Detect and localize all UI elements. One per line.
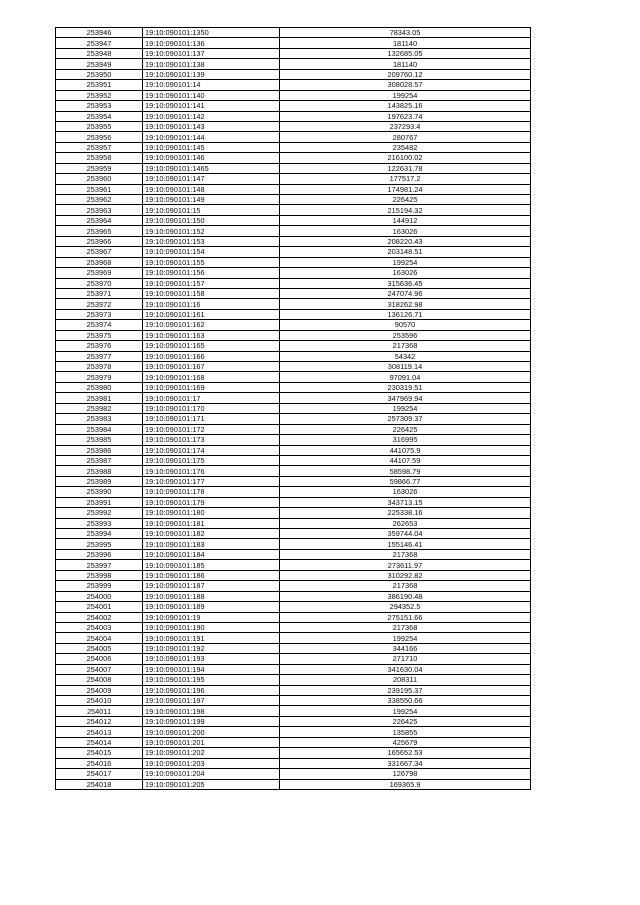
cadastral-value-cell: 239195.37 bbox=[280, 685, 531, 695]
cadastral-number-cell: 19:10:090101:168 bbox=[143, 372, 280, 382]
cadastral-number-cell: 19:10:090101:183 bbox=[143, 539, 280, 549]
cadastral-value-cell: 217368 bbox=[280, 622, 531, 632]
row-number-cell: 253953 bbox=[56, 101, 143, 111]
cadastral-number-cell: 19:10:090101:194 bbox=[143, 664, 280, 674]
cadastral-value-cell: 217368 bbox=[280, 581, 531, 591]
cadastral-value-cell: 273611.97 bbox=[280, 560, 531, 570]
cadastral-number-cell: 19:10:090101:198 bbox=[143, 706, 280, 716]
table-row bbox=[56, 330, 531, 340]
cadastral-value-cell: 331667.34 bbox=[280, 758, 531, 768]
table-row bbox=[56, 299, 531, 309]
cadastral-number-cell: 19:10:090101:161 bbox=[143, 309, 280, 319]
cadastral-value-cell: 177517.2 bbox=[280, 174, 531, 184]
row-number-cell: 254002 bbox=[56, 612, 143, 622]
cadastral-value-cell: 90570 bbox=[280, 320, 531, 330]
table-row bbox=[56, 455, 531, 465]
cadastral-number-cell: 19:10:090101:17 bbox=[143, 393, 280, 403]
cadastral-value-cell: 199254 bbox=[280, 633, 531, 643]
cadastral-value-cell: 343713.15 bbox=[280, 497, 531, 507]
cadastral-number-cell: 19:10:090101:148 bbox=[143, 184, 280, 194]
cadastral-number-cell: 19:10:090101:174 bbox=[143, 445, 280, 455]
cadastral-number-cell: 19:10:090101:153 bbox=[143, 236, 280, 246]
table-row bbox=[56, 351, 531, 361]
row-number-cell: 254007 bbox=[56, 664, 143, 674]
cadastral-number-cell: 19:10:090101:172 bbox=[143, 424, 280, 434]
table-row bbox=[56, 435, 531, 445]
cadastral-value-cell: 199254 bbox=[280, 403, 531, 413]
table-row bbox=[56, 59, 531, 69]
cadastral-number-cell: 19:10:090101:204 bbox=[143, 769, 280, 779]
table-row bbox=[56, 382, 531, 392]
row-number-cell: 253984 bbox=[56, 424, 143, 434]
table-row bbox=[56, 403, 531, 413]
cadastral-value-cell: 359744.04 bbox=[280, 529, 531, 539]
table-row bbox=[56, 560, 531, 570]
cadastral-number-cell: 19:10:090101:142 bbox=[143, 111, 280, 121]
row-number-cell: 253988 bbox=[56, 466, 143, 476]
table-row bbox=[56, 205, 531, 215]
table-row bbox=[56, 685, 531, 695]
cadastral-value-cell: 262653 bbox=[280, 518, 531, 528]
table-row bbox=[56, 268, 531, 278]
cadastral-value-cell: 308028.57 bbox=[280, 80, 531, 90]
row-number-cell: 253997 bbox=[56, 560, 143, 570]
cadastral-number-cell: 19:10:090101:192 bbox=[143, 643, 280, 653]
table-row bbox=[56, 121, 531, 131]
table-row bbox=[56, 581, 531, 591]
cadastral-number-cell: 19:10:090101:138 bbox=[143, 59, 280, 69]
row-number-cell: 253948 bbox=[56, 48, 143, 58]
cadastral-value-cell: 247074.96 bbox=[280, 288, 531, 298]
cadastral-value-cell: 163026 bbox=[280, 487, 531, 497]
cadastral-value-cell: 441075.9 bbox=[280, 445, 531, 455]
cadastral-number-cell: 19:10:090101:155 bbox=[143, 257, 280, 267]
cadastral-value-cell: 280767 bbox=[280, 132, 531, 142]
row-number-cell: 253961 bbox=[56, 184, 143, 194]
cadastral-number-cell: 19:10:090101:157 bbox=[143, 278, 280, 288]
cadastral-number-cell: 19:10:090101:179 bbox=[143, 497, 280, 507]
table-row bbox=[56, 247, 531, 257]
cadastral-number-cell: 19:10:090101:201 bbox=[143, 737, 280, 747]
table-row bbox=[56, 184, 531, 194]
row-number-cell: 254004 bbox=[56, 633, 143, 643]
cadastral-value-cell: 58598.79 bbox=[280, 466, 531, 476]
cadastral-value-cell: 386190.48 bbox=[280, 591, 531, 601]
table-row bbox=[56, 518, 531, 528]
row-number-cell: 253996 bbox=[56, 549, 143, 559]
table-row bbox=[56, 769, 531, 779]
row-number-cell: 253990 bbox=[56, 487, 143, 497]
table-row bbox=[56, 38, 531, 48]
table-body bbox=[56, 28, 531, 790]
table-row bbox=[56, 466, 531, 476]
row-number-cell: 254013 bbox=[56, 727, 143, 737]
cadastral-value-cell: 237293.4 bbox=[280, 121, 531, 131]
table-row bbox=[56, 362, 531, 372]
cadastral-number-cell: 19:10:090101:195 bbox=[143, 675, 280, 685]
cadastral-value-cell: 122631.78 bbox=[280, 163, 531, 173]
cadastral-number-cell: 19:10:090101:1465 bbox=[143, 163, 280, 173]
cadastral-number-cell: 19:10:090101:136 bbox=[143, 38, 280, 48]
cadastral-number-cell: 19:10:090101:152 bbox=[143, 226, 280, 236]
row-number-cell: 254006 bbox=[56, 654, 143, 664]
cadastral-value-cell: 316995 bbox=[280, 435, 531, 445]
cadastral-value-cell: 308119.14 bbox=[280, 362, 531, 372]
row-number-cell: 253969 bbox=[56, 268, 143, 278]
row-number-cell: 253950 bbox=[56, 69, 143, 79]
table-row bbox=[56, 132, 531, 142]
row-number-cell: 253994 bbox=[56, 529, 143, 539]
cadastral-value-cell: 226425 bbox=[280, 424, 531, 434]
table-row bbox=[56, 779, 531, 789]
row-number-cell: 253954 bbox=[56, 111, 143, 121]
row-number-cell: 254003 bbox=[56, 622, 143, 632]
cadastral-value-table bbox=[55, 27, 531, 790]
row-number-cell: 253987 bbox=[56, 455, 143, 465]
row-number-cell: 253971 bbox=[56, 288, 143, 298]
row-number-cell: 253995 bbox=[56, 539, 143, 549]
cadastral-value-cell: 155146.41 bbox=[280, 539, 531, 549]
cadastral-number-cell: 19:10:090101:188 bbox=[143, 591, 280, 601]
cadastral-number-cell: 19:10:090101:177 bbox=[143, 476, 280, 486]
table-row bbox=[56, 236, 531, 246]
cadastral-value-cell: 181140 bbox=[280, 38, 531, 48]
table-row bbox=[56, 476, 531, 486]
table-row bbox=[56, 288, 531, 298]
table-row bbox=[56, 341, 531, 351]
row-number-cell: 253946 bbox=[56, 28, 143, 38]
cadastral-value-cell: 310292.82 bbox=[280, 570, 531, 580]
table-row bbox=[56, 612, 531, 622]
cadastral-value-cell: 165652.53 bbox=[280, 748, 531, 758]
cadastral-number-cell: 19:10:090101:184 bbox=[143, 549, 280, 559]
table-row bbox=[56, 174, 531, 184]
table-row bbox=[56, 487, 531, 497]
row-number-cell: 253982 bbox=[56, 403, 143, 413]
row-number-cell: 253962 bbox=[56, 195, 143, 205]
row-number-cell: 253956 bbox=[56, 132, 143, 142]
cadastral-number-cell: 19:10:090101:191 bbox=[143, 633, 280, 643]
cadastral-number-cell: 19:10:090101:178 bbox=[143, 487, 280, 497]
cadastral-value-cell: 338550.66 bbox=[280, 696, 531, 706]
cadastral-value-cell: 59866.77 bbox=[280, 476, 531, 486]
row-number-cell: 253974 bbox=[56, 320, 143, 330]
cadastral-value-cell: 143825.16 bbox=[280, 101, 531, 111]
table-row bbox=[56, 163, 531, 173]
table-row bbox=[56, 445, 531, 455]
cadastral-value-cell: 257309.37 bbox=[280, 414, 531, 424]
row-number-cell: 254009 bbox=[56, 685, 143, 695]
row-number-cell: 253991 bbox=[56, 497, 143, 507]
table-row bbox=[56, 48, 531, 58]
cadastral-number-cell: 19:10:090101:154 bbox=[143, 247, 280, 257]
cadastral-value-cell: 199254 bbox=[280, 90, 531, 100]
cadastral-number-cell: 19:10:090101:16 bbox=[143, 299, 280, 309]
table-row bbox=[56, 675, 531, 685]
table-row bbox=[56, 101, 531, 111]
cadastral-number-cell: 19:10:090101:169 bbox=[143, 382, 280, 392]
table-row bbox=[56, 278, 531, 288]
row-number-cell: 253979 bbox=[56, 372, 143, 382]
row-number-cell: 253952 bbox=[56, 90, 143, 100]
cadastral-number-cell: 19:10:090101:176 bbox=[143, 466, 280, 476]
cadastral-value-cell: 318262.98 bbox=[280, 299, 531, 309]
row-number-cell: 253965 bbox=[56, 226, 143, 236]
row-number-cell: 253947 bbox=[56, 38, 143, 48]
cadastral-value-cell: 216100.02 bbox=[280, 153, 531, 163]
row-number-cell: 253983 bbox=[56, 414, 143, 424]
cadastral-value-cell: 344166 bbox=[280, 643, 531, 653]
cadastral-value-cell: 135855 bbox=[280, 727, 531, 737]
cadastral-number-cell: 19:10:090101:203 bbox=[143, 758, 280, 768]
table-row bbox=[56, 195, 531, 205]
cadastral-value-cell: 347969.94 bbox=[280, 393, 531, 403]
cadastral-value-cell: 253596 bbox=[280, 330, 531, 340]
cadastral-number-cell: 19:10:090101:150 bbox=[143, 215, 280, 225]
table-row bbox=[56, 215, 531, 225]
table-row bbox=[56, 706, 531, 716]
row-number-cell: 254001 bbox=[56, 602, 143, 612]
table-row bbox=[56, 529, 531, 539]
cadastral-number-cell: 19:10:090101:149 bbox=[143, 195, 280, 205]
cadastral-value-cell: 230319.51 bbox=[280, 382, 531, 392]
row-number-cell: 253955 bbox=[56, 121, 143, 131]
row-number-cell: 253989 bbox=[56, 476, 143, 486]
table-row bbox=[56, 539, 531, 549]
row-number-cell: 254018 bbox=[56, 779, 143, 789]
row-number-cell: 253968 bbox=[56, 257, 143, 267]
row-number-cell: 253976 bbox=[56, 341, 143, 351]
table-row bbox=[56, 643, 531, 653]
cadastral-number-cell: 19:10:090101:19 bbox=[143, 612, 280, 622]
cadastral-number-cell: 19:10:090101:141 bbox=[143, 101, 280, 111]
cadastral-value-cell: 54342 bbox=[280, 351, 531, 361]
row-number-cell: 254017 bbox=[56, 769, 143, 779]
cadastral-value-cell: 294352.5 bbox=[280, 602, 531, 612]
cadastral-number-cell: 19:10:090101:175 bbox=[143, 455, 280, 465]
cadastral-number-cell: 19:10:090101:181 bbox=[143, 518, 280, 528]
cadastral-value-cell: 97091.04 bbox=[280, 372, 531, 382]
table-row bbox=[56, 320, 531, 330]
cadastral-value-cell: 199254 bbox=[280, 257, 531, 267]
table-row bbox=[56, 696, 531, 706]
cadastral-number-cell: 19:10:090101:165 bbox=[143, 341, 280, 351]
table-row bbox=[56, 508, 531, 518]
cadastral-number-cell: 19:10:090101:197 bbox=[143, 696, 280, 706]
table-row bbox=[56, 90, 531, 100]
cadastral-value-cell: 226425 bbox=[280, 716, 531, 726]
cadastral-value-cell: 215194.32 bbox=[280, 205, 531, 215]
cadastral-number-cell: 19:10:090101:145 bbox=[143, 142, 280, 152]
row-number-cell: 253967 bbox=[56, 247, 143, 257]
table-row bbox=[56, 226, 531, 236]
row-number-cell: 254008 bbox=[56, 675, 143, 685]
cadastral-value-cell: 275151.66 bbox=[280, 612, 531, 622]
cadastral-value-cell: 199254 bbox=[280, 706, 531, 716]
cadastral-value-cell: 208311 bbox=[280, 675, 531, 685]
row-number-cell: 254000 bbox=[56, 591, 143, 601]
row-number-cell: 253973 bbox=[56, 309, 143, 319]
table-row bbox=[56, 570, 531, 580]
cadastral-number-cell: 19:10:090101:147 bbox=[143, 174, 280, 184]
cadastral-value-cell: 78343.05 bbox=[280, 28, 531, 38]
cadastral-value-cell: 226425 bbox=[280, 195, 531, 205]
cadastral-number-cell: 19:10:090101:170 bbox=[143, 403, 280, 413]
table-row bbox=[56, 654, 531, 664]
cadastral-number-cell: 19:10:090101:193 bbox=[143, 654, 280, 664]
cadastral-number-cell: 19:10:090101:143 bbox=[143, 121, 280, 131]
cadastral-number-cell: 19:10:090101:1350 bbox=[143, 28, 280, 38]
row-number-cell: 253949 bbox=[56, 59, 143, 69]
row-number-cell: 253999 bbox=[56, 581, 143, 591]
cadastral-number-cell: 19:10:090101:196 bbox=[143, 685, 280, 695]
table-row bbox=[56, 393, 531, 403]
cadastral-value-cell: 169365.9 bbox=[280, 779, 531, 789]
cadastral-number-cell: 19:10:090101:173 bbox=[143, 435, 280, 445]
row-number-cell: 253966 bbox=[56, 236, 143, 246]
cadastral-number-cell: 19:10:090101:199 bbox=[143, 716, 280, 726]
row-number-cell: 254005 bbox=[56, 643, 143, 653]
row-number-cell: 253972 bbox=[56, 299, 143, 309]
cadastral-number-cell: 19:10:090101:146 bbox=[143, 153, 280, 163]
row-number-cell: 254011 bbox=[56, 706, 143, 716]
table-row bbox=[56, 372, 531, 382]
cadastral-number-cell: 19:10:090101:189 bbox=[143, 602, 280, 612]
table-row bbox=[56, 414, 531, 424]
row-number-cell: 253993 bbox=[56, 518, 143, 528]
row-number-cell: 253985 bbox=[56, 435, 143, 445]
cadastral-value-cell: 132685.05 bbox=[280, 48, 531, 58]
row-number-cell: 253981 bbox=[56, 393, 143, 403]
row-number-cell: 253998 bbox=[56, 570, 143, 580]
cadastral-value-cell: 126798 bbox=[280, 769, 531, 779]
cadastral-number-cell: 19:10:090101:140 bbox=[143, 90, 280, 100]
row-number-cell: 254010 bbox=[56, 696, 143, 706]
table-row bbox=[56, 758, 531, 768]
table-row bbox=[56, 664, 531, 674]
table-row bbox=[56, 549, 531, 559]
cadastral-value-cell: 163026 bbox=[280, 226, 531, 236]
row-number-cell: 253980 bbox=[56, 382, 143, 392]
cadastral-number-cell: 19:10:090101:187 bbox=[143, 581, 280, 591]
cadastral-number-cell: 19:10:090101:156 bbox=[143, 268, 280, 278]
cadastral-number-cell: 19:10:090101:162 bbox=[143, 320, 280, 330]
cadastral-number-cell: 19:10:090101:139 bbox=[143, 69, 280, 79]
table-row bbox=[56, 737, 531, 747]
table-row bbox=[56, 80, 531, 90]
row-number-cell: 253978 bbox=[56, 362, 143, 372]
table-row bbox=[56, 257, 531, 267]
row-number-cell: 254015 bbox=[56, 748, 143, 758]
cadastral-value-cell: 163026 bbox=[280, 268, 531, 278]
row-number-cell: 253960 bbox=[56, 174, 143, 184]
cadastral-value-cell: 208220.43 bbox=[280, 236, 531, 246]
row-number-cell: 253975 bbox=[56, 330, 143, 340]
cadastral-value-cell: 181140 bbox=[280, 59, 531, 69]
cadastral-number-cell: 19:10:090101:166 bbox=[143, 351, 280, 361]
cadastral-number-cell: 19:10:090101:202 bbox=[143, 748, 280, 758]
cadastral-number-cell: 19:10:090101:185 bbox=[143, 560, 280, 570]
table-row bbox=[56, 633, 531, 643]
row-number-cell: 253986 bbox=[56, 445, 143, 455]
cadastral-value-cell: 203148.51 bbox=[280, 247, 531, 257]
cadastral-value-cell: 217368 bbox=[280, 549, 531, 559]
cadastral-number-cell: 19:10:090101:144 bbox=[143, 132, 280, 142]
row-number-cell: 253964 bbox=[56, 215, 143, 225]
cadastral-value-cell: 144912 bbox=[280, 215, 531, 225]
table-row bbox=[56, 424, 531, 434]
cadastral-number-cell: 19:10:090101:205 bbox=[143, 779, 280, 789]
cadastral-number-cell: 19:10:090101:163 bbox=[143, 330, 280, 340]
table-row bbox=[56, 309, 531, 319]
row-number-cell: 253957 bbox=[56, 142, 143, 152]
row-number-cell: 253959 bbox=[56, 163, 143, 173]
table-row bbox=[56, 142, 531, 152]
cadastral-number-cell: 19:10:090101:182 bbox=[143, 529, 280, 539]
cadastral-value-cell: 341630.04 bbox=[280, 664, 531, 674]
row-number-cell: 253970 bbox=[56, 278, 143, 288]
cadastral-number-cell: 19:10:090101:180 bbox=[143, 508, 280, 518]
cadastral-number-cell: 19:10:090101:137 bbox=[143, 48, 280, 58]
table-row bbox=[56, 748, 531, 758]
row-number-cell: 254014 bbox=[56, 737, 143, 747]
row-number-cell: 254012 bbox=[56, 716, 143, 726]
cadastral-value-cell: 217368 bbox=[280, 341, 531, 351]
cadastral-value-cell: 44107.59 bbox=[280, 455, 531, 465]
row-number-cell: 253992 bbox=[56, 508, 143, 518]
cadastral-number-cell: 19:10:090101:186 bbox=[143, 570, 280, 580]
table-row bbox=[56, 622, 531, 632]
cadastral-number-cell: 19:10:090101:167 bbox=[143, 362, 280, 372]
table-row bbox=[56, 111, 531, 121]
row-number-cell: 253963 bbox=[56, 205, 143, 215]
table-row bbox=[56, 28, 531, 38]
table-row bbox=[56, 716, 531, 726]
cadastral-number-cell: 19:10:090101:158 bbox=[143, 288, 280, 298]
table-row bbox=[56, 69, 531, 79]
cadastral-number-cell: 19:10:090101:15 bbox=[143, 205, 280, 215]
table-row bbox=[56, 153, 531, 163]
cadastral-value-cell: 197623.74 bbox=[280, 111, 531, 121]
table-row bbox=[56, 727, 531, 737]
cadastral-value-cell: 225338.16 bbox=[280, 508, 531, 518]
cadastral-number-cell: 19:10:090101:200 bbox=[143, 727, 280, 737]
table-row bbox=[56, 497, 531, 507]
row-number-cell: 253977 bbox=[56, 351, 143, 361]
cadastral-value-cell: 315636.45 bbox=[280, 278, 531, 288]
cadastral-value-cell: 136126.71 bbox=[280, 309, 531, 319]
cadastral-value-cell: 271710 bbox=[280, 654, 531, 664]
cadastral-number-cell: 19:10:090101:190 bbox=[143, 622, 280, 632]
row-number-cell: 253958 bbox=[56, 153, 143, 163]
cadastral-value-cell: 235482 bbox=[280, 142, 531, 152]
row-number-cell: 254016 bbox=[56, 758, 143, 768]
cadastral-number-cell: 19:10:090101:171 bbox=[143, 414, 280, 424]
cadastral-value-cell: 425679 bbox=[280, 737, 531, 747]
row-number-cell: 253951 bbox=[56, 80, 143, 90]
cadastral-value-cell: 209760.12 bbox=[280, 69, 531, 79]
table-row bbox=[56, 591, 531, 601]
cadastral-number-cell: 19:10:090101:14 bbox=[143, 80, 280, 90]
cadastral-value-cell: 174981.24 bbox=[280, 184, 531, 194]
table-row bbox=[56, 602, 531, 612]
